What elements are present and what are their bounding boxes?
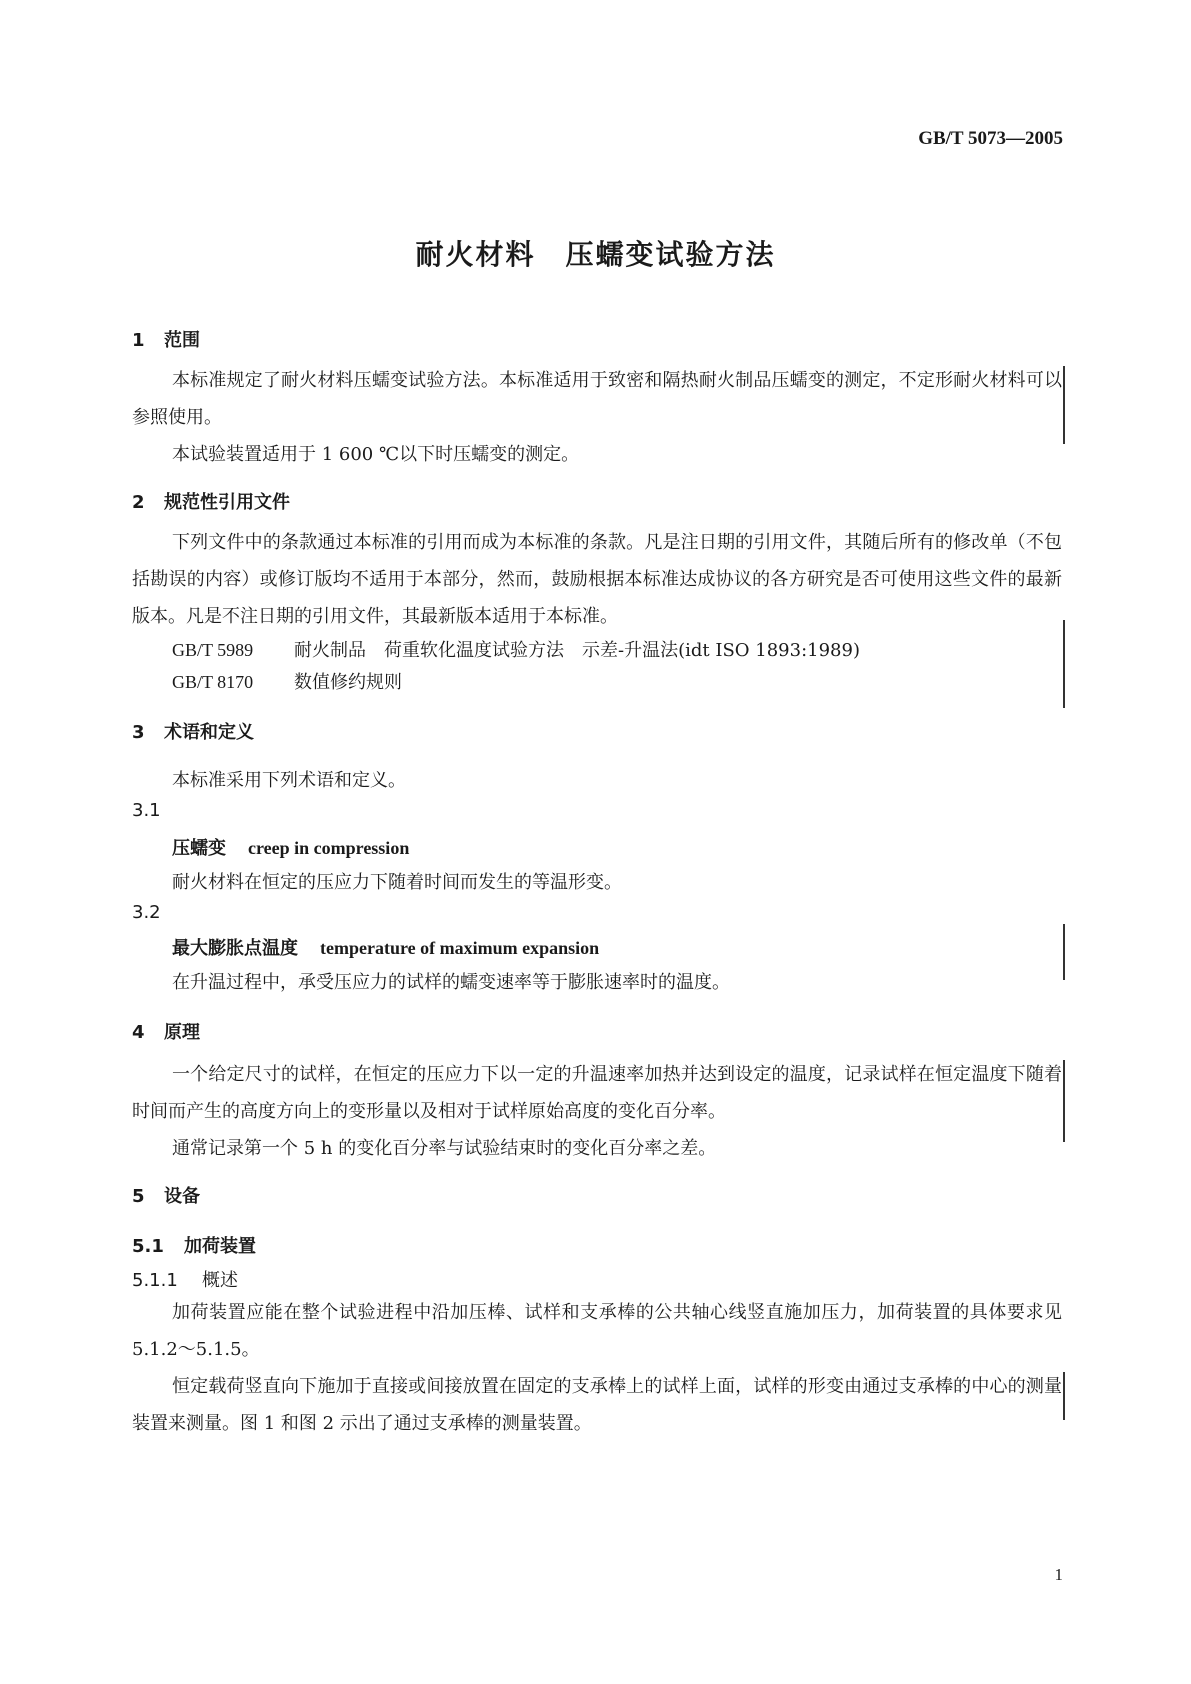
section-title: 规范性引用文件 xyxy=(164,492,290,513)
section-1-heading xyxy=(132,326,200,352)
section-5-paragraph-1: 加荷装置应能在整个试验进程中沿加压棒、试样和支承棒的公共轴心线竖直施加压力，加荷装置的具体要求见 5.1.2～5.1.5。 xyxy=(132,1302,1062,1360)
term-english: temperature of maximum expansion xyxy=(320,938,600,958)
section-1-paragraph-1: 本标准规定了耐火材料压蠕变试验方法。本标准适用于致密和隔热耐火制品压蠕变的测定，不定形耐火材料可以参照使用。 xyxy=(132,370,1062,428)
term-number: 3.1 xyxy=(132,800,161,821)
term-english: creep in compression xyxy=(248,838,410,858)
section-1-paragraph-2: 本试验装置适用于 1 600 ℃以下时压蠕变的测定。 xyxy=(172,444,580,465)
section-title: 术语和定义 xyxy=(164,722,254,743)
section-4-heading xyxy=(132,1018,200,1044)
subsection-title: 概述 xyxy=(202,1270,238,1291)
term-entry xyxy=(172,934,599,960)
reference-code: GB/T 5989 xyxy=(172,640,254,660)
section-3-intro: 本标准采用下列术语和定义。 xyxy=(172,770,406,791)
subsection-number: 5.1.1 xyxy=(132,1270,178,1291)
subsection-5-1-1-heading xyxy=(132,1266,238,1292)
section-number: 1 xyxy=(132,330,145,351)
section-5-paragraph-2: 恒定载荷竖直向下施加于直接或间接放置在固定的支承棒上的试样上面，试样的形变由通过支承棒的中心的测量装置来测量。图 1 和图 2 示出了通过支承棒的测量装置。 xyxy=(132,1376,1062,1434)
term-chinese: 压蠕变 xyxy=(172,838,226,859)
section-number: 4 xyxy=(132,1022,145,1043)
subsection-5-1-heading xyxy=(132,1232,256,1258)
section-number: 2 xyxy=(132,492,145,513)
standard-number: GB/T 5073—2005 xyxy=(918,128,1063,149)
section-5-heading xyxy=(132,1182,200,1208)
section-number: 3 xyxy=(132,722,145,743)
section-title: 设备 xyxy=(164,1186,200,1207)
reference-code: GB/T 8170 xyxy=(172,672,254,692)
reference-title: 数值修约规则 xyxy=(294,672,402,693)
term-definition: 在升温过程中，承受压应力的试样的蠕变速率等于膨胀速率时的温度。 xyxy=(172,972,730,993)
change-bar xyxy=(1063,924,1065,980)
change-bar xyxy=(1063,1060,1065,1142)
subsection-number: 5.1 xyxy=(132,1236,164,1257)
subsection-title: 加荷装置 xyxy=(184,1236,256,1257)
term-chinese: 最大膨胀点温度 xyxy=(172,938,298,959)
section-title: 原理 xyxy=(164,1022,200,1043)
section-2-paragraph-1: 下列文件中的条款通过本标准的引用而成为本标准的条款。凡是注日期的引用文件，其随后所有的修改单（不包括勘误的内容）或修订版均不适用于本部分，然而，鼓励根据本标准达成协议的各方研究是否可使用这些文件的最新版本。凡是不注日期的引用文件，其最新版本适用于本标准。 xyxy=(132,532,1062,627)
reference-title: 耐火制品 荷重软化温度试验方法 示差-升温法(idt ISO 1893:1989) xyxy=(294,640,860,661)
section-4-paragraph-1: 一个给定尺寸的试样，在恒定的压应力下以一定的升温速率加热并达到设定的温度，记录试样在恒定温度下随着时间而产生的高度方向上的变形量以及相对于试样原始高度的变化百分率。 xyxy=(132,1064,1062,1122)
normative-reference xyxy=(172,668,402,694)
change-bar xyxy=(1063,1372,1065,1420)
section-title: 范围 xyxy=(164,330,200,351)
section-2-heading xyxy=(132,488,290,514)
page-number: 1 xyxy=(1054,1565,1063,1584)
section-3-heading xyxy=(132,718,254,744)
section-number: 5 xyxy=(132,1186,145,1207)
change-bar xyxy=(1063,620,1065,708)
term-number: 3.2 xyxy=(132,902,161,923)
normative-reference xyxy=(172,636,860,662)
term-entry xyxy=(172,834,409,860)
section-4-paragraph-2: 通常记录第一个 5 h 的变化百分率与试验结束时的变化百分率之差。 xyxy=(172,1138,717,1159)
change-bar xyxy=(1063,366,1065,444)
document-title: 耐火材料 压蠕变试验方法 xyxy=(415,238,776,271)
term-definition: 耐火材料在恒定的压应力下随着时间而发生的等温形变。 xyxy=(172,872,622,893)
